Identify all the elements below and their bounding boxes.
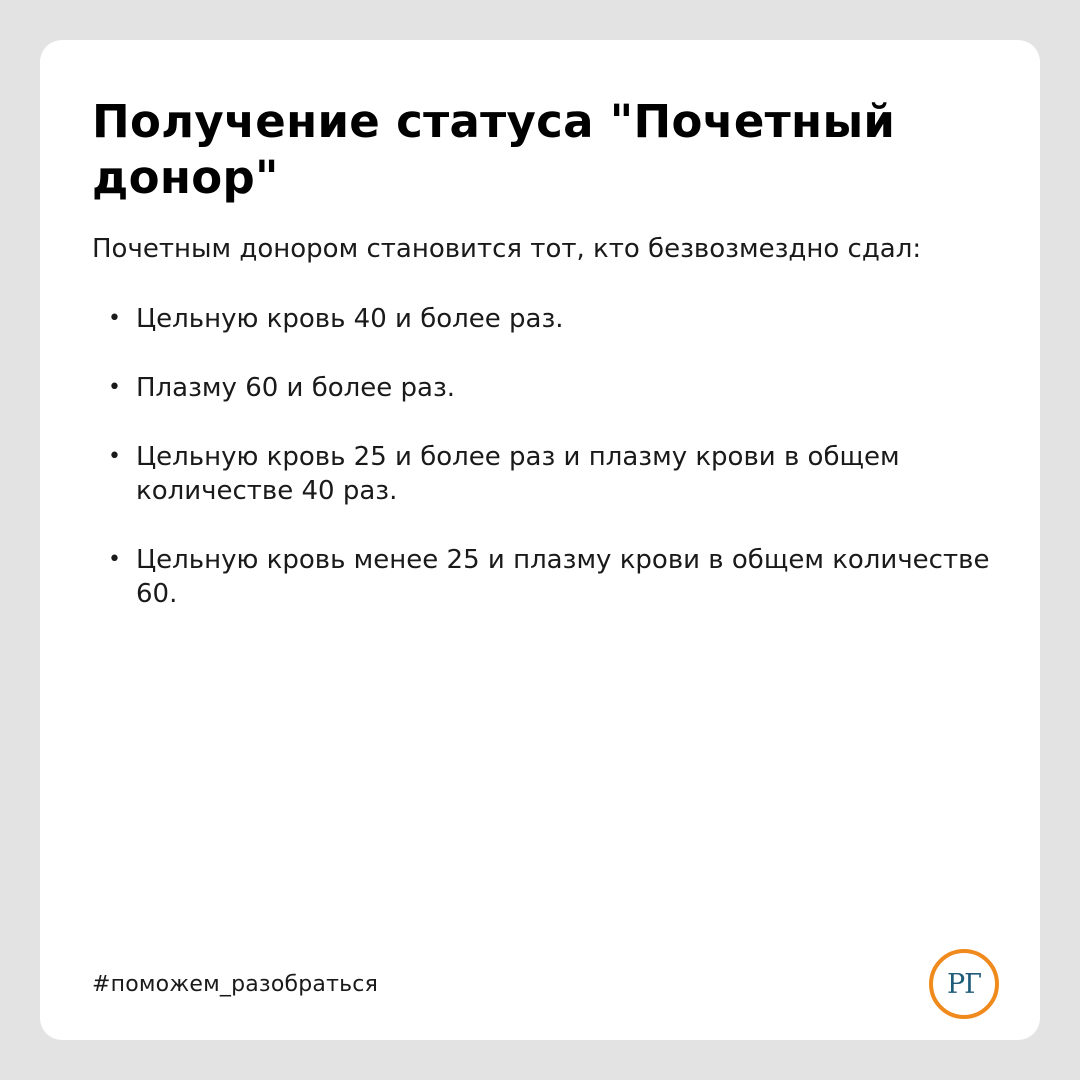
bullet-icon: • xyxy=(108,444,121,469)
content-card xyxy=(40,40,1040,1040)
list-item xyxy=(92,440,992,508)
list-item xyxy=(92,371,992,405)
list-item xyxy=(92,302,992,336)
rg-logo-icon xyxy=(929,949,999,1019)
hashtag[interactable]: #поможем_разобраться xyxy=(92,972,379,997)
bullet-icon: • xyxy=(108,306,121,331)
bullet-icon: • xyxy=(108,547,121,572)
list-item-text: Цельную кровь менее 25 и плазму крови в общем количестве 60. xyxy=(136,545,990,609)
list-item xyxy=(92,543,992,611)
list-item-text: Цельную кровь 25 и более раз и плазму крови в общем количестве 40 раз. xyxy=(136,442,900,506)
criteria-list xyxy=(92,302,992,646)
list-item-text: Цельную кровь 40 и более раз. xyxy=(136,304,564,334)
intro-text: Почетным донором становится тот, кто безвозмездно сдал: xyxy=(92,234,922,264)
list-item-text: Плазму 60 и более раз. xyxy=(136,373,456,403)
logo-text: РГ xyxy=(946,968,982,1000)
page-title: Получение статуса "Почетный донор" xyxy=(92,95,896,204)
bullet-icon: • xyxy=(108,375,121,400)
